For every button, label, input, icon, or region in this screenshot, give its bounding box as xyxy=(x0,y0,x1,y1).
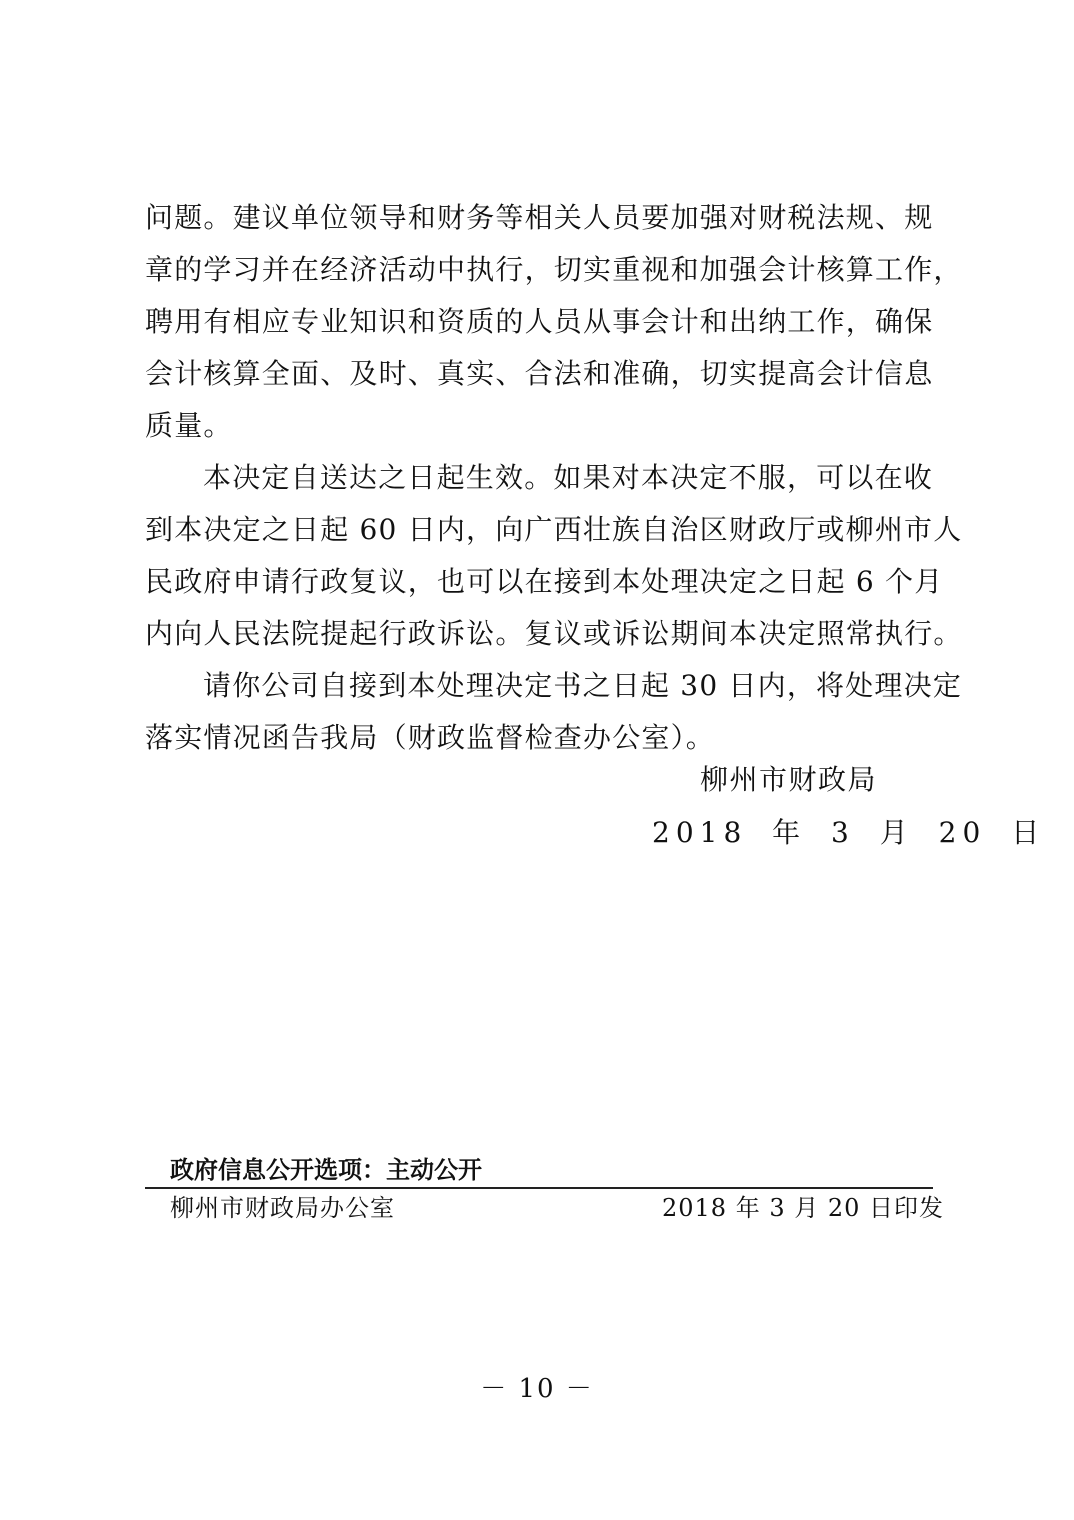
footer-top-rule xyxy=(145,1187,933,1189)
paragraph-1-line-5: 质量。 xyxy=(145,409,233,442)
signature-date: 2018 年 3 月 20 日 xyxy=(652,816,1046,849)
paragraph-2-line-2: 到本决定之日起 60 日内，向广西壮族自治区财政厅或柳州市人 xyxy=(145,513,963,546)
paragraph-3-line-1: 请你公司自接到本处理决定书之日起 30 日内，将处理决定 xyxy=(203,669,963,702)
paragraph-1-line-1: 问题。建议单位领导和财务等相关人员要加强对财税法规、规 xyxy=(145,201,934,234)
paragraph-2-line-4: 内向人民法院提起行政诉讼。复议或诉讼期间本决定照常执行。 xyxy=(145,617,963,650)
footer-issue-date: 2018 年 3 月 20 日印发 xyxy=(662,1194,945,1222)
paragraph-3-line-2: 落实情况函告我局（财政监督检查办公室）。 xyxy=(145,721,716,754)
paragraph-1-line-3: 聘用有相应专业知识和资质的人员从事会计和出纳工作，确保 xyxy=(145,305,934,338)
paragraph-2-line-3: 民政府申请行政复议，也可以在接到本处理决定之日起 6 个月 xyxy=(145,565,944,598)
signature-organization: 柳州市财政局 xyxy=(700,763,878,796)
document-body xyxy=(145,192,963,764)
footer-issuing-office: 柳州市财政局办公室 xyxy=(170,1194,395,1222)
paragraph-1-line-4: 会计核算全面、及时、真实、合法和准确，切实提高会计信息 xyxy=(145,357,934,390)
paragraph-2-line-1: 本决定自送达之日起生效。如果对本决定不服，可以在收 xyxy=(203,461,934,494)
paragraph-1-line-2: 章的学习并在经济活动中执行，切实重视和加强会计核算工作， xyxy=(145,253,963,286)
page-number: － 10 － xyxy=(480,1374,594,1404)
info-disclosure-label: 政府信息公开选项：主动公开 xyxy=(170,1156,482,1184)
